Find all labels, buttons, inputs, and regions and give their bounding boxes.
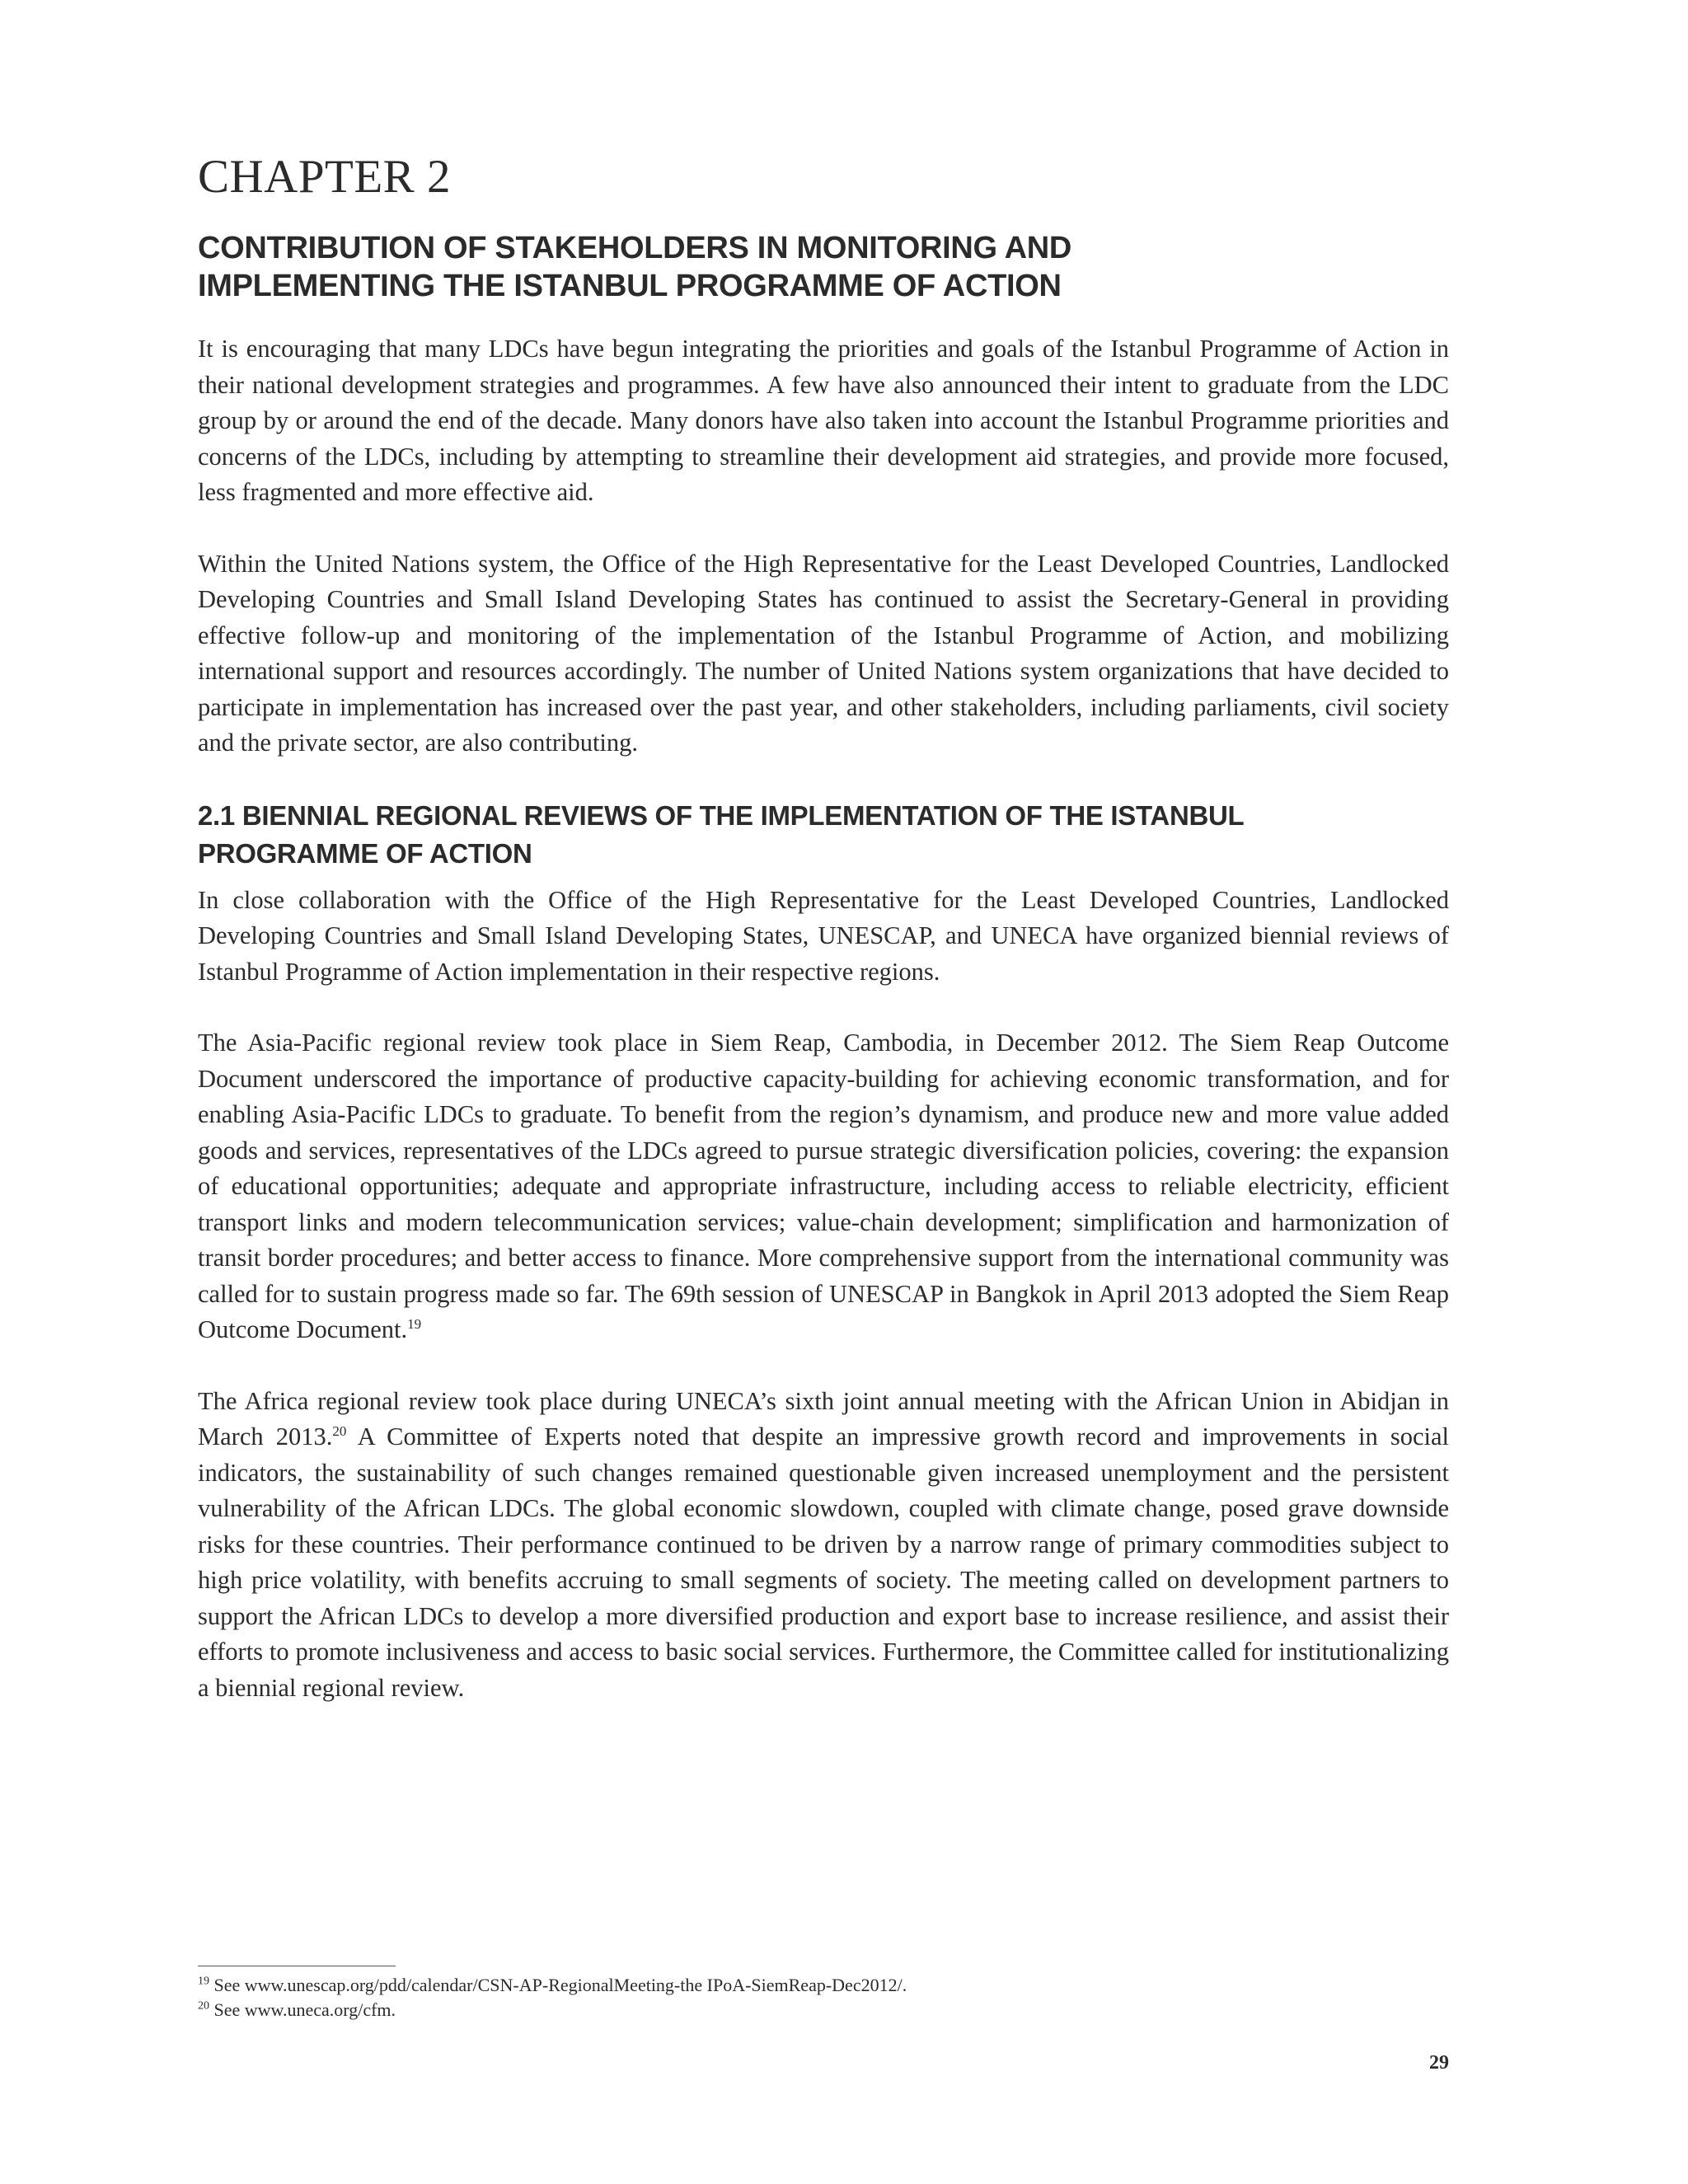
footnote-20	[198, 1998, 1449, 2022]
intro-paragraph-1: It is encouraging that many LDCs have begun integrating the priorities and goals of the Istanbul Programme of Action in their national development strategies and programmes. A few have also announced their intent to graduate from the LDC group by or around the end of the decade. Many donors have also taken into account the Istanbul Programme priorities and concerns of the LDCs, including by attempting to streamline their development aid strategies, and provide more focused, less fragmented and more effective aid.	[198, 335, 1449, 506]
chapter-label: CHAPTER 2	[198, 151, 451, 203]
footnote-ref-19[interactable]: 19	[407, 1315, 422, 1332]
africa-review-text-b: A Committee of Experts noted that despite an impressive growth record and improvements in social indicators, the sustainability of such changes remained questionable given increased unemployment and the persistent vulnerability of the African LDCs. The global economic slowdown, coupled with climate change, posed grave downside risks for these countries. Their performance continued to be driven by a narrow range of primary commodities subject to high price volatility, with benefits accruing to small segments of society. The meeting called on development partners to support the African LDCs to develop a more diversified production and export base to increase resilience, and assist their efforts to promote inclusiveness and access to basic social services. Furthermore, the Committee called for institutionalizing a biennial regional review.	[198, 1422, 1449, 1702]
africa-review-text-a: The Africa regional review took place during UNECA’s sixth joint annual meeting with the African Union in Abidjan in March 2013.	[198, 1386, 1449, 1451]
chapter-title-line-2: IMPLEMENTING THE ISTANBUL PROGRAMME OF ACTION	[198, 269, 1062, 303]
footnote-number: 20	[198, 1999, 209, 2013]
chapter-title	[198, 229, 1449, 305]
section-title-line-1: 2.1 BIENNIAL REGIONAL REVIEWS OF THE IMPLEMENTATION OF THE ISTANBUL	[198, 799, 1245, 831]
section-paragraph-2	[198, 1025, 1449, 1348]
footnotes	[198, 1966, 1449, 2022]
section-paragraph-1: In close collaboration with the Office of the High Representative for the Least Developed Countries, Landlocked Developing Countries and Small Island Developing States, UNESCAP, and UNECA have organized biennial reviews of Istanbul Programme of Action implementation in their respective regions.	[198, 885, 1449, 986]
page-content	[198, 148, 1449, 1741]
section-paragraph-3	[198, 1384, 1449, 1707]
page-number: 29	[1429, 2052, 1449, 2074]
chapter-title-line-1: CONTRIBUTION OF STAKEHOLDERS IN MONITORING AND	[198, 231, 1072, 265]
asia-pacific-review-text: The Asia-Pacific regional review took place in Siem Reap, Cambodia, in December 2012. The Siem Reap Outcome Document underscored the importance of productive capacity-building for achieving economic transformation, and for enabling Asia-Pacific LDCs to graduate. To benefit from the region’s dynamism, and produce new and more value added goods and services, representatives of the LDCs agreed to pursue strategic diversification policies, covering: the expansion of educational opportunities; adequate and appropriate infrastructure, including access to reliable electricity, efficient transport links and modern telecommunication services; value-chain development; simplification and harmonization of transit border procedures; and better access to finance. More comprehensive support from the international community was called for to sustain progress made so far. The 69th session of UNESCAP in Bangkok in April 2013 adopted the Siem Reap Outcome Document.	[198, 1029, 1449, 1343]
footnote-text: See www.uneca.org/cfm.	[209, 1999, 396, 2020]
footnote-number: 19	[198, 1975, 209, 1988]
section-title-line-2: PROGRAMME OF ACTION	[198, 837, 532, 869]
section-2-1-title	[198, 797, 1449, 873]
intro-paragraph-2: Within the United Nations system, the Office of the High Representative for the Least Developed Countries, Landlocked Developing Countries and Small Island Developing States has continued to assist the Secretary-General in providing effective follow-up and monitoring of the implementation of the Istanbul Programme of Action, and mobilizing international support and resources accordingly. The number of United Nations system organizations that have decided to participate in implementation has increased over the past year, and other stakeholders, including parliaments, civil society and the private sector, are also contributing.	[198, 549, 1449, 757]
footnote-19	[198, 1973, 1449, 1998]
footnote-text: See www.unescap.org/pdd/calendar/CSN-AP-RegionalMeeting-the IPoA-SiemReap-Dec2012/.	[209, 1975, 907, 1995]
footnote-ref-20[interactable]: 20	[332, 1422, 347, 1439]
